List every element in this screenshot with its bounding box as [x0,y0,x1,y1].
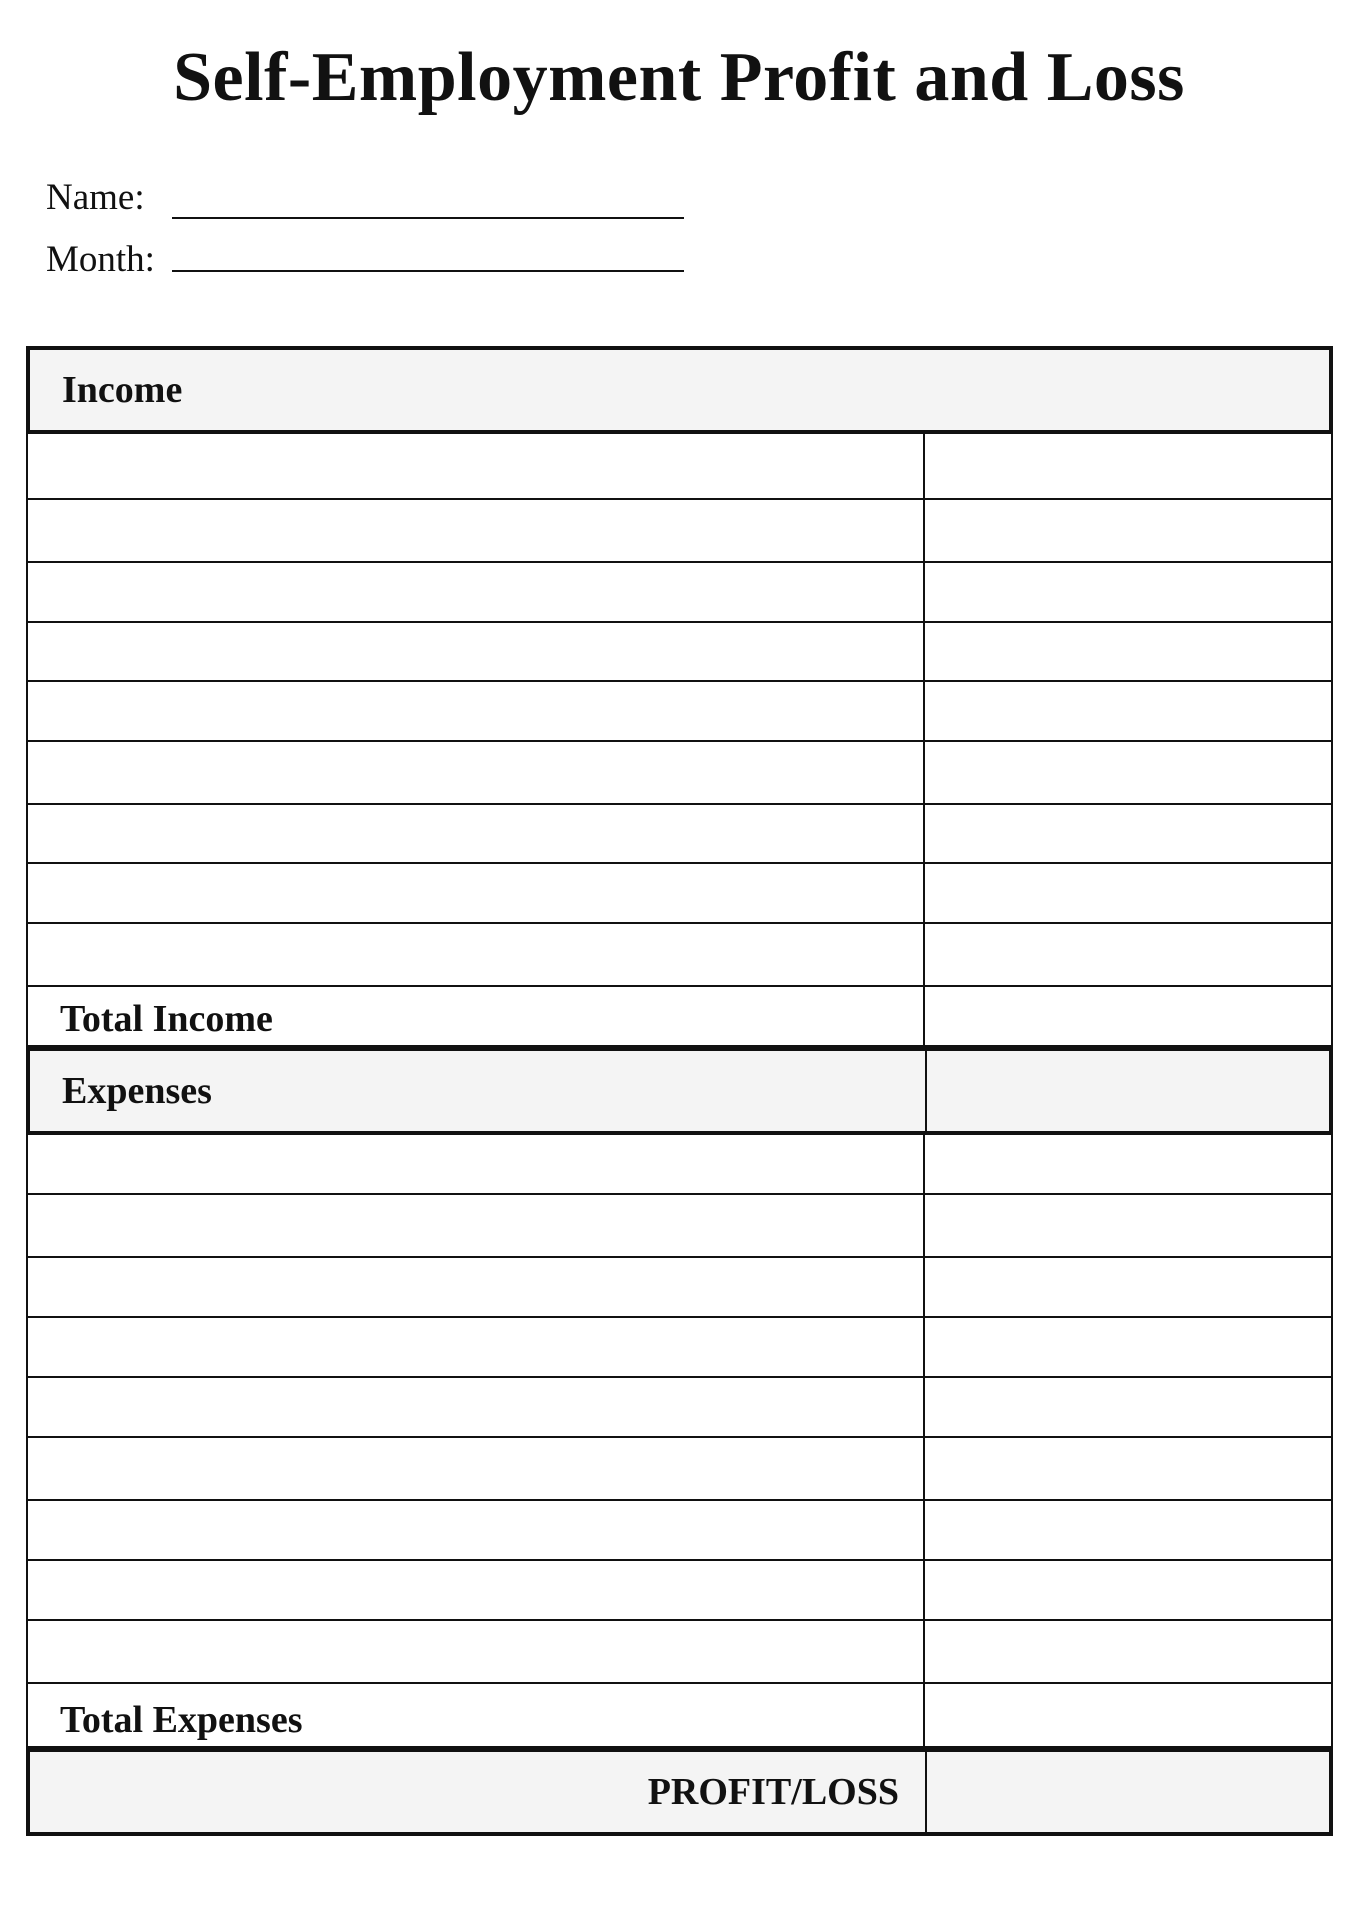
income-amount-cell[interactable] [923,500,1331,561]
total-income-label: Total Income [60,998,273,1040]
profit-loss-table [26,346,1333,1836]
expense-description-cell[interactable] [28,1258,923,1316]
expense-description-cell[interactable] [28,1501,923,1559]
income-row [26,500,1333,563]
profit-loss-label: PROFIT/LOSS [647,1771,899,1813]
profit-loss-amount-cell[interactable] [925,1752,1329,1832]
page-title: Self-Employment Profit and Loss [173,39,1185,116]
income-row [26,742,1333,805]
name-label: Name: [46,177,145,218]
income-description-cell[interactable] [28,742,923,803]
income-row [26,924,1333,987]
income-amount-cell[interactable] [923,924,1331,985]
expense-amount-cell[interactable] [923,1258,1331,1316]
income-row [26,563,1333,623]
expense-amount-cell[interactable] [923,1195,1331,1256]
expenses-header [26,1047,1333,1135]
expense-amount-cell[interactable] [923,1318,1331,1376]
expense-amount-cell[interactable] [923,1501,1331,1559]
expense-amount-cell[interactable] [923,1438,1331,1499]
expense-rows [26,1135,1333,1684]
income-amount-cell[interactable] [923,742,1331,803]
income-amount-cell[interactable] [923,563,1331,621]
expense-row [26,1135,1333,1195]
expense-row [26,1501,1333,1561]
expense-description-cell[interactable] [28,1135,923,1193]
expense-row [26,1195,1333,1258]
income-rows [26,434,1333,987]
income-row [26,682,1333,742]
income-amount-cell[interactable] [923,623,1331,680]
expense-row [26,1318,1333,1378]
income-row [26,864,1333,924]
income-description-cell[interactable] [28,682,923,740]
total-income-amount-cell[interactable] [923,987,1331,1045]
name-field[interactable] [172,217,684,219]
income-description-cell[interactable] [28,805,923,862]
income-description-cell[interactable] [28,924,923,985]
expense-amount-cell[interactable] [923,1378,1331,1436]
total-expenses-amount-cell[interactable] [923,1684,1331,1746]
income-description-cell[interactable] [28,864,923,922]
total-expenses-row [26,1684,1333,1748]
expense-row [26,1561,1333,1621]
expense-description-cell[interactable] [28,1318,923,1376]
income-amount-cell[interactable] [923,682,1331,740]
expense-row [26,1378,1333,1438]
income-amount-cell[interactable] [923,434,1331,498]
expenses-header-amount-cell [925,1051,1329,1131]
income-header-label: Income [62,369,183,411]
expense-row [26,1621,1333,1684]
income-description-cell[interactable] [28,434,923,498]
income-row [26,623,1333,682]
expense-row [26,1258,1333,1318]
income-description-cell[interactable] [28,500,923,561]
expense-description-cell[interactable] [28,1438,923,1499]
expense-amount-cell[interactable] [923,1135,1331,1193]
expense-description-cell[interactable] [28,1378,923,1436]
expense-description-cell[interactable] [28,1195,923,1256]
total-income-row [26,987,1333,1047]
month-field[interactable] [172,270,684,272]
expense-description-cell[interactable] [28,1621,923,1682]
income-row [26,434,1333,500]
income-description-cell[interactable] [28,623,923,680]
expense-description-cell[interactable] [28,1561,923,1619]
income-description-cell[interactable] [28,563,923,621]
profit-loss-row [26,1748,1333,1836]
income-row [26,805,1333,864]
total-expenses-label: Total Expenses [60,1699,303,1741]
income-amount-cell[interactable] [923,805,1331,862]
month-label: Month: [46,239,155,280]
expense-amount-cell[interactable] [923,1621,1331,1682]
expense-row [26,1438,1333,1501]
expenses-header-label: Expenses [62,1070,212,1112]
income-amount-cell[interactable] [923,864,1331,922]
income-header [26,346,1333,434]
expense-amount-cell[interactable] [923,1561,1331,1619]
